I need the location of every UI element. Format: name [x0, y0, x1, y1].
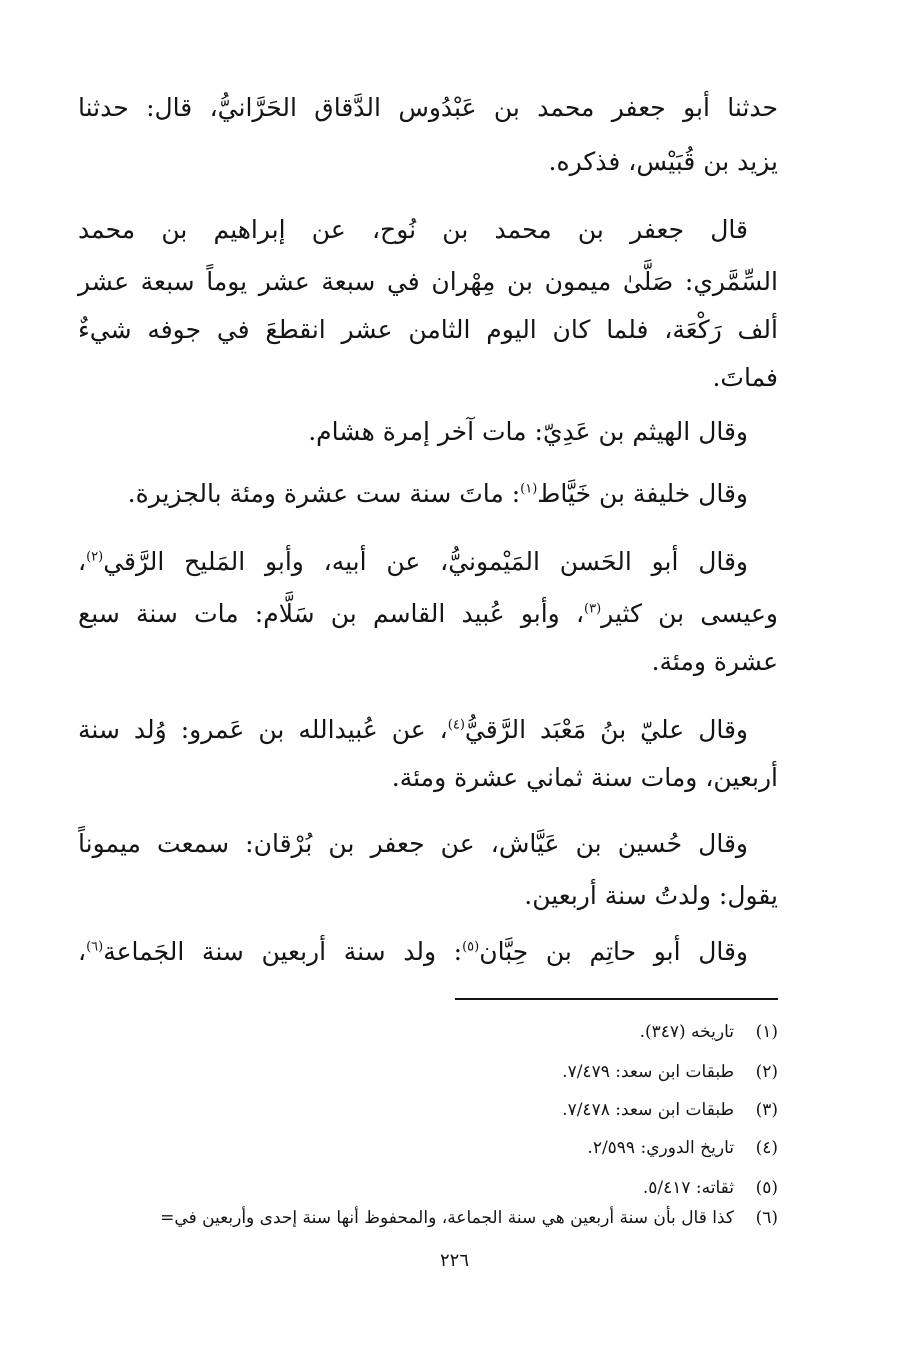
- footnote: [562, 1098, 778, 1122]
- page-number: ٢٢٦: [439, 1250, 469, 1271]
- text-span: ، وأبو عُبيد القاسم بن سَلَّام: مات سنة سبع: [78, 599, 585, 628]
- footnote-number: (١): [755, 1022, 778, 1042]
- text-span: ، عن عُبيدالله بن عَمرو: وُلد سنة: [78, 715, 448, 744]
- text-span: : ماتَ سنة ست عشرة ومئة بالجزيرة.: [127, 479, 521, 508]
- text-line: فماتَ.: [712, 363, 778, 392]
- footnote-number: (٢): [755, 1062, 778, 1082]
- text-span: وقال خليفة بن خَيَّاط: [537, 479, 748, 508]
- footnote: [640, 1020, 778, 1044]
- text-line: [78, 596, 778, 632]
- text-line: [78, 934, 748, 970]
- footnote-reference[interactable]: (١): [520, 481, 538, 497]
- footnote-separator: [455, 998, 778, 1000]
- footnote-reference[interactable]: (٥): [462, 939, 480, 955]
- text-line: [128, 476, 748, 512]
- footnote-text: طبقات ابن سعد: ٧/٤٧٩.: [562, 1062, 734, 1082]
- text-line: [78, 544, 748, 580]
- text-line: وقال حُسين بن عَيَّاش، عن جعفر بن بُرْقان: سمعت ميموناً: [78, 829, 748, 858]
- footnote: [160, 1206, 778, 1230]
- text-span: وعيسى بن كثير: [601, 599, 778, 628]
- footnote: [643, 1176, 778, 1200]
- text-span: وقال عليّ بنُ مَعْبَد الرَّقيُّ: [464, 715, 748, 744]
- text-span: ،: [78, 547, 87, 576]
- footnote: [562, 1060, 778, 1084]
- footnote-text: ثقاته: ٥/٤١٧.: [642, 1178, 734, 1198]
- footnote-text: كذا قال بأن سنة أربعين هي سنة الجماعة، والمحفوظ أنها سنة إحدى وأربعين في=: [160, 1208, 734, 1228]
- text-span: ،: [78, 937, 87, 966]
- text-line: قال جعفر بن محمد بن نُوح، عن إبراهيم بن محمد: [78, 215, 748, 244]
- footnote-reference[interactable]: (٢): [86, 549, 104, 565]
- footnote-text: تاريخه (٣٤٧).: [639, 1022, 734, 1042]
- footnote: [587, 1136, 778, 1160]
- text-line: السِّمَّري: صَلَّىٰ ميمون بن مِهْران في سبعة عشر يوماً سبعة عشر: [78, 267, 778, 296]
- footnote-text: تاريخ الدوري: ٢/٥٩٩.: [587, 1138, 734, 1158]
- text-line: ألف رَكْعَة، فلما كان اليوم الثامن عشر انقطعَ في جوفه شيءٌ: [78, 315, 778, 344]
- text-line: يزيد بن قُبَيْس، فذكره.: [548, 147, 778, 176]
- text-line: [78, 712, 748, 748]
- text-span: : ولد سنة أربعين سنة الجَماعة: [103, 937, 463, 966]
- footnote-reference[interactable]: (٤): [447, 717, 465, 733]
- text-span: وقال أبو الحَسن المَيْمونيُّ، عن أبيه، وأبو المَليح الرَّقي: [103, 547, 748, 576]
- footnote-number: (٦): [755, 1208, 778, 1228]
- text-line: أربعين، ومات سنة ثماني عشرة ومئة.: [391, 763, 778, 792]
- footnote-number: (٤): [755, 1138, 778, 1158]
- text-line: وقال الهيثم بن عَدِيّ: مات آخر إمرة هشام.: [308, 417, 748, 446]
- text-line: يقول: ولدتُ سنة أربعين.: [524, 881, 778, 910]
- footnote-reference[interactable]: (٦): [86, 939, 104, 955]
- footnote-reference[interactable]: (٣): [584, 601, 602, 617]
- footnote-number: (٣): [755, 1100, 778, 1120]
- text-line: عشرة ومئة.: [651, 647, 778, 676]
- text-line: حدثنا أبو جعفر محمد بن عَبْدُوس الدَّقاق الحَرَّانيُّ، قال: حدثنا: [78, 93, 778, 122]
- text-span: وقال أبو حاتِم بن حِبَّان: [479, 937, 748, 966]
- footnote-number: (٥): [755, 1178, 778, 1198]
- footnote-text: طبقات ابن سعد: ٧/٤٧٨.: [562, 1100, 734, 1120]
